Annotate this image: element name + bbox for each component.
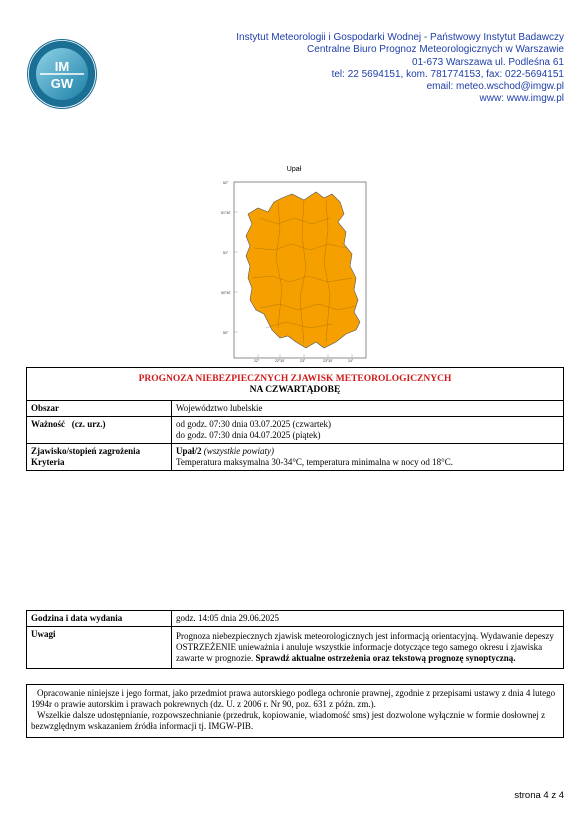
- issue-date-value: godz. 14:05 dnia 29.06.2025: [172, 611, 564, 627]
- lon-label: 23°: [300, 359, 306, 363]
- lon-label: 23°30': [323, 359, 333, 363]
- issue-table: [26, 610, 564, 669]
- validity-label-cell: [27, 417, 172, 444]
- institute-name: Instytut Meteorologii i Gospodarki Wodnej - Państwowy Instytut Badawczy: [236, 32, 564, 43]
- page-number: strona 4 z 4: [514, 790, 564, 801]
- phenomenon-value-cell: [172, 444, 564, 471]
- lat-label: 51°30': [221, 211, 231, 215]
- warning-table: [26, 367, 564, 471]
- remarks-cell: [172, 627, 564, 669]
- phenomenon-label: Zjawisko/stopień zagrożenia: [31, 446, 141, 456]
- area-label: Obszar: [27, 401, 172, 417]
- lat-label: 51°: [223, 251, 229, 255]
- copyright-note: [26, 684, 564, 738]
- warning-title: PROGNOZA NIEBEZPIECZNYCH ZJAWISK METEOROLOGICZNYCH: [138, 374, 452, 384]
- phenomenon-scope: (wszystkie powiaty): [203, 446, 275, 456]
- criteria-label: Kryteria: [31, 457, 65, 467]
- lon-label: 22°30': [275, 359, 285, 363]
- lat-label: 52°: [223, 181, 229, 185]
- lat-label: 50°30': [221, 291, 231, 295]
- warning-map: [220, 178, 370, 363]
- phenomenon-label-cell: [27, 444, 172, 471]
- warning-subtitle: NA CZWARTĄDOBĘ: [249, 385, 341, 395]
- warning-title-cell: [27, 368, 564, 401]
- lon-label: 24°: [348, 359, 354, 363]
- svg-text:GW: GW: [50, 76, 74, 91]
- map-title: Upał: [286, 166, 302, 173]
- copyright-para1: Opracowanie niniejsze i jego format, jako przedmiot prawa autorskiego podlega ochronie prawnej, zgodnie z przepisami ustawy z dnia 4 lutego 1994r o prawie autorskim i prawach pokrewnych (dz. U. z 2006 r. Nr 90, poz. 631 z późn. zm.).: [31, 688, 556, 709]
- criteria-value: Temperatura maksymalna 30-34°C, temperatura minimalna w nocy od 18°C.: [176, 457, 453, 467]
- remarks-text: Prognoza niebezpiecznych zjawisk meteorologicznych jest informacją orientacyjną. Wydawanie depeszy OSTRZEŻENIE unieważnia i anuluje wszystkie informacje dotyczące tego samego okresu i zjawiska zawarte w prognozie.: [176, 631, 554, 663]
- validity-label: Ważność: [31, 419, 66, 429]
- bureau-name: Centralne Biuro Prognoz Meteorologicznych w Warszawie: [307, 44, 564, 55]
- imgw-logo: [26, 38, 98, 110]
- svg-text:IM: IM: [54, 59, 70, 74]
- email: email: meteo.wschod@imgw.pl: [426, 81, 564, 92]
- validity-value-cell: [172, 417, 564, 444]
- copyright-para2: Wszelkie dalsze udostępnianie, rozpowszechnianie (przedruk, kopiowanie, wiadomość sms) jest dozwolone wyłącznie w formie dosłownej z bezwzględnym wskazaniem źródła informacji tj. IMGW-PIB.: [31, 710, 546, 731]
- phenomenon-value: Upał/2: [176, 446, 202, 456]
- remarks-bold: Sprawdź aktualne ostrzeżenia oraz tekstową prognozę synoptyczną.: [255, 653, 516, 663]
- phone: tel: 22 5694151, kom. 781774153, fax: 022-5694151: [331, 69, 564, 80]
- area-value: Województwo lubelskie: [172, 401, 564, 417]
- validity-to: do godz. 07:30 dnia 04.07.2025 (piątek): [176, 430, 321, 440]
- address: 01-673 Warszawa ul. Podleśna 61: [412, 57, 564, 68]
- remarks-label: Uwagi: [27, 627, 172, 669]
- validity-unit: (cz. urz.): [71, 419, 106, 429]
- validity-from: od godz. 07:30 dnia 03.07.2025 (czwartek): [176, 419, 331, 429]
- lon-label: 22°: [254, 359, 260, 363]
- website: www: www.imgw.pl: [479, 93, 564, 104]
- issue-date-label: Godzina i data wydania: [27, 611, 172, 627]
- lat-label: 50°: [223, 331, 229, 335]
